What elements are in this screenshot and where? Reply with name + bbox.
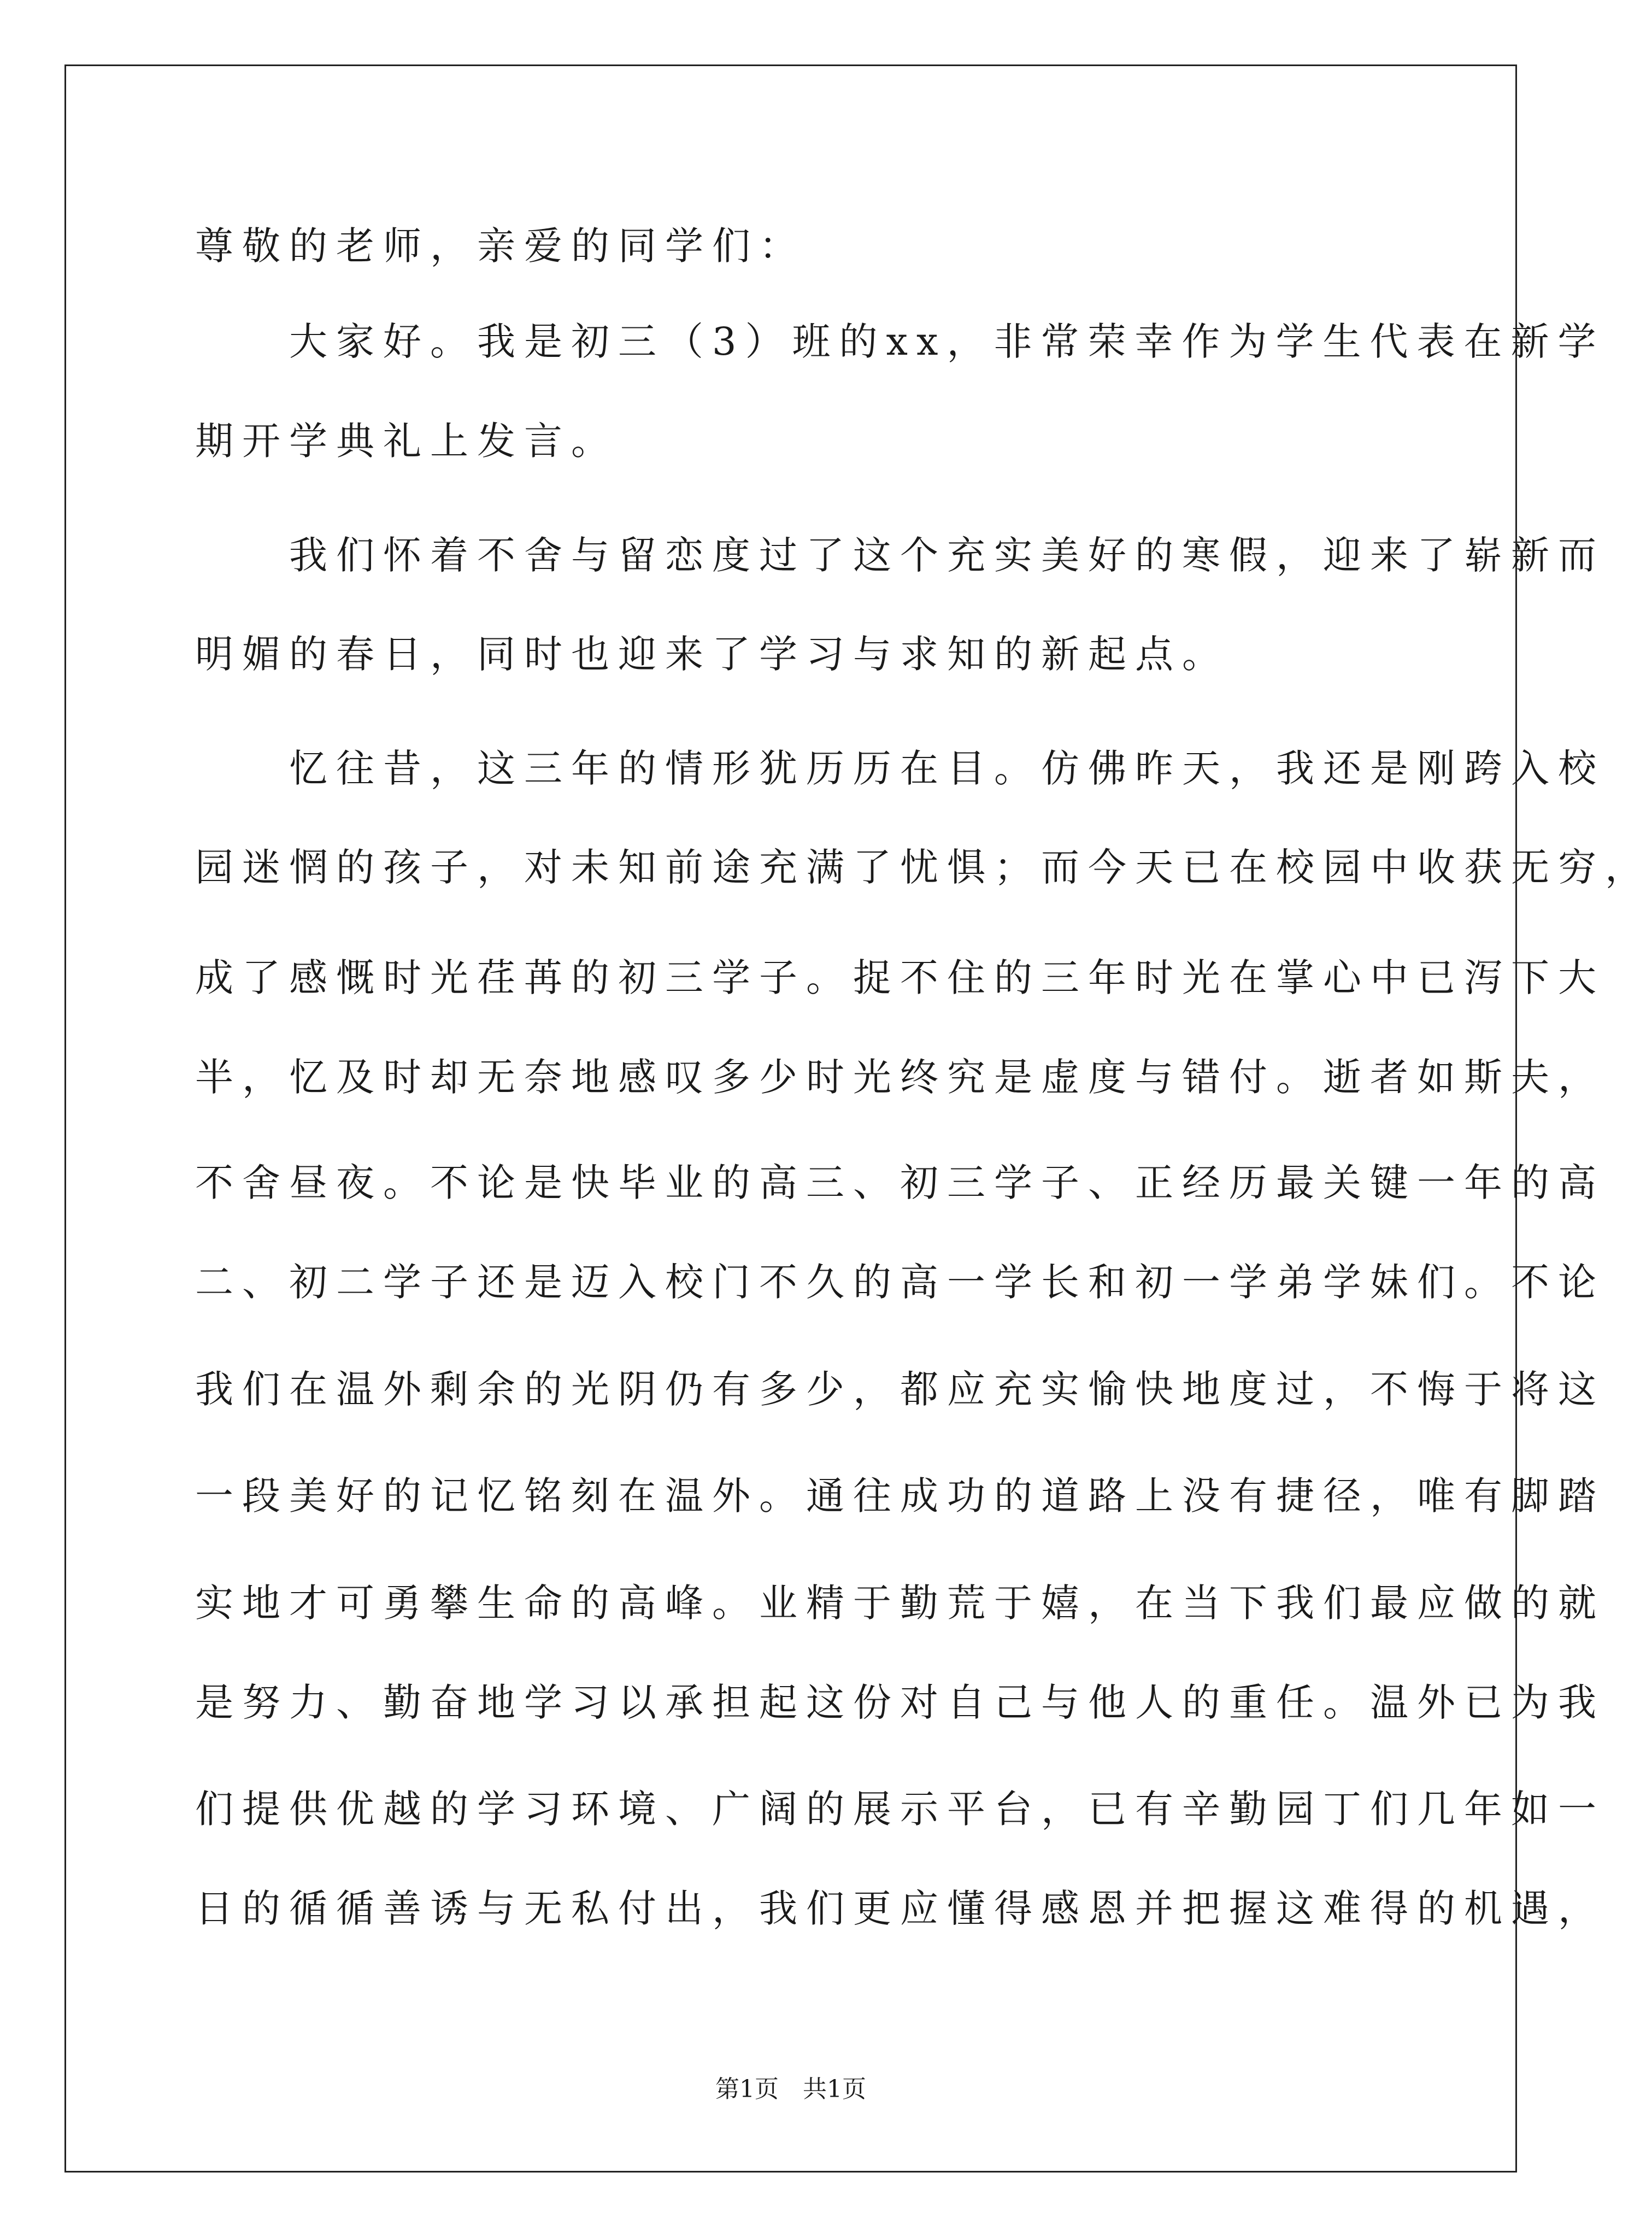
page-footer: 第1页 共1页: [715, 2075, 866, 2103]
text-line: 忆往昔，这三年的情形犹历历在目。仿佛昨天，我还是刚跨入校: [195, 746, 1605, 791]
text-line: 成了感慨时光荏苒的初三学子。捉不住的三年时光在掌心中已泻下大: [195, 955, 1605, 1000]
text-line: 半，忆及时却无奈地感叹多少时光终究是虚度与错付。逝者如斯夫，: [195, 1055, 1605, 1100]
text-line: 园迷惘的孩子，对未知前途充满了忧惧；而今天已在校园中收获无穷，: [195, 845, 1652, 890]
text-line: 大家好。我是初三（3）班的xx，非常荣幸作为学生代表在新学: [195, 319, 1605, 364]
text-line: 我们在温外剩余的光阴仍有多少，都应充实愉快地度过，不悔于将这: [195, 1367, 1605, 1412]
text-line: 是努力、勤奋地学习以承担起这份对自己与他人的重任。温外已为我: [195, 1680, 1605, 1725]
page-border: [64, 64, 1652, 2173]
text-line: 期开学典礼上发言。: [195, 419, 618, 463]
text-line: 实地才可勇攀生命的高峰。业精于勤荒于嬉，在当下我们最应做的就: [195, 1581, 1605, 1625]
text-line: 们提供优越的学习环境、广阔的展示平台，已有辛勤园丁们几年如一: [195, 1787, 1605, 1831]
text-line: 二、初二学子还是迈入校门不久的高一学长和初一学弟学妹们。不论: [195, 1260, 1605, 1305]
text-line: 明媚的春日，同时也迎来了学习与求知的新起点。: [195, 632, 1229, 677]
text-line: 日的循循善诱与无私付出，我们更应懂得感恩并把握这难得的机遇，: [195, 1886, 1605, 1931]
text-line-greeting: 尊敬的老师，亲爱的同学们：: [195, 224, 806, 268]
text-line: 一段美好的记忆铭刻在温外。通往成功的道路上没有捷径，唯有脚踏: [195, 1473, 1605, 1518]
text-line: 我们怀着不舍与留恋度过了这个充实美好的寒假，迎来了崭新而: [195, 533, 1605, 578]
text-line: 不舍昼夜。不论是快毕业的高三、初三学子、正经历最关键一年的高: [195, 1160, 1605, 1205]
